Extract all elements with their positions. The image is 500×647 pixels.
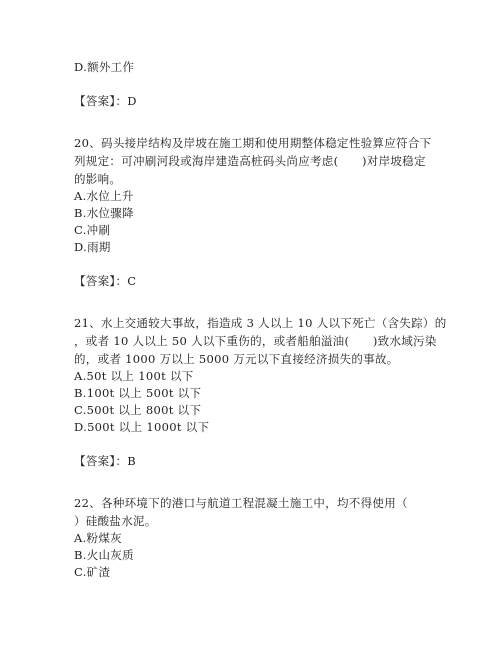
q21-option-a: A.50t 以上 100t 以下 <box>74 369 194 383</box>
q21-option-b: B.100t 以上 500t 以下 <box>74 386 202 400</box>
q22-option-c: C.矿渣 <box>74 565 111 579</box>
q19-answer: 【答案】：D <box>74 94 137 108</box>
q21-option-d: D.500t 以上 1000t 以下 <box>74 420 210 434</box>
q22-option-b: B.火山灰质 <box>74 548 134 562</box>
q19-option-d: D.额外工作 <box>74 60 135 74</box>
q20-stem-line-3: 的影响。 <box>74 172 122 186</box>
q21-stem-line-3: 的，或者 1000 万以上 5000 万元以下直接经济损失的事故。 <box>74 352 399 366</box>
q22-option-a: A.粉煤灰 <box>74 531 122 545</box>
q20-option-d: D.雨期 <box>74 240 111 254</box>
q20-option-b: B.水位骤降 <box>74 206 134 220</box>
q22-stem-line-2: ）硅酸盐水泥。 <box>74 514 157 528</box>
q20-option-c: C.冲刷 <box>74 223 111 237</box>
q21-answer: 【答案】：B <box>74 454 137 468</box>
q20-stem-line-1: 20、码头接岸结构及岸坡在施工期和使用期整体稳定性验算应符合下 <box>74 136 432 150</box>
q21-option-c: C.500t 以上 800t 以下 <box>74 403 202 417</box>
q20-stem-line-2: 列规定：可冲刷河段或海岸建造高桩码头尚应考虑( )对岸坡稳定 <box>74 154 426 168</box>
q22-stem-line-1: 22、各种环境下的港口与航道工程混凝土施工中，均不得使用（ <box>74 496 408 510</box>
q21-stem-line-1: 21、水上交通较大事故，指造成 3 人以上 10 人以下死亡（含失踪）的 <box>74 316 447 330</box>
q20-option-a: A.水位上升 <box>74 189 134 203</box>
q21-stem-line-2: ，或者 10 人以上 50 人以下重伤的，或者船舶溢油( )致水域污染 <box>74 334 437 348</box>
q20-answer: 【答案】：C <box>74 274 137 288</box>
